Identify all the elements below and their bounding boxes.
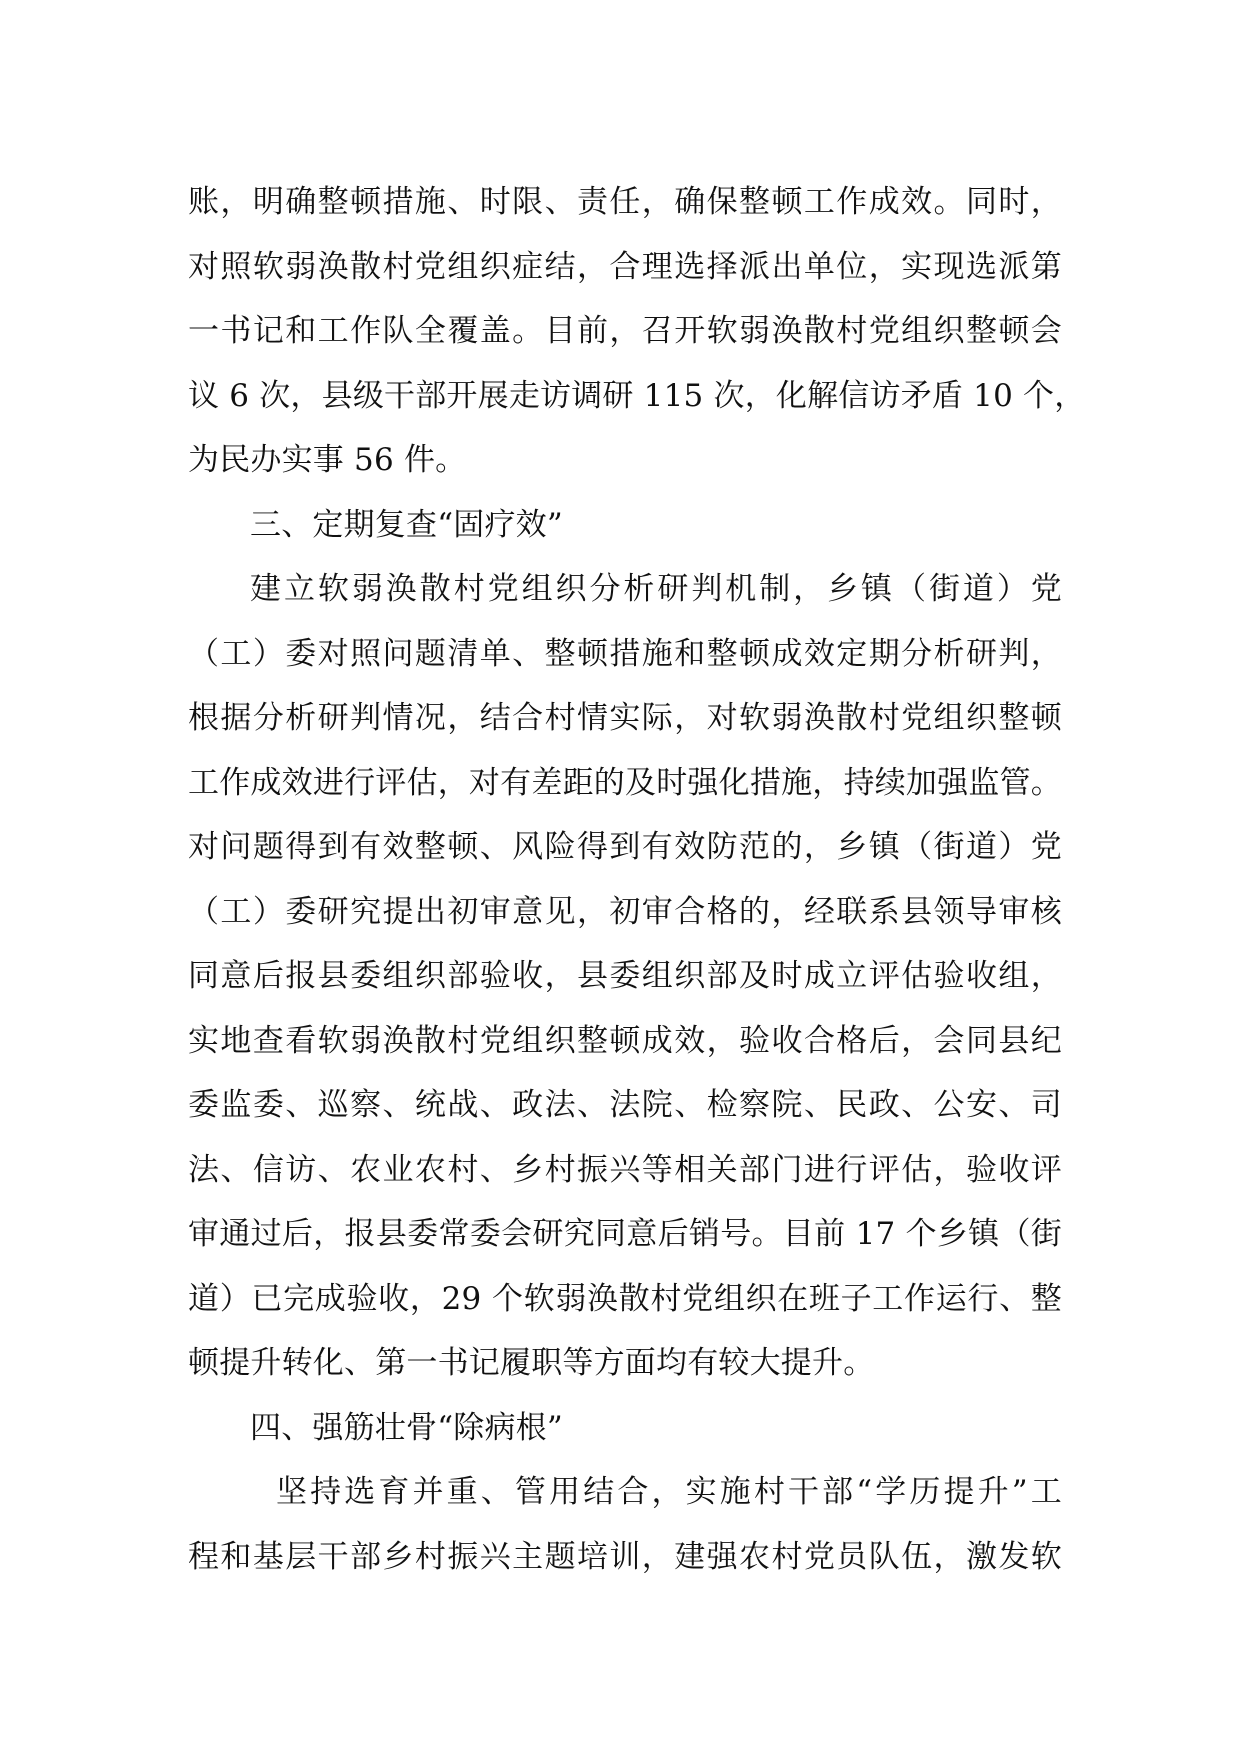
paragraph-line: 建立软弱涣散村党组织分析研判机制，乡镇（街道）党 xyxy=(250,571,1062,607)
paragraph-line: 账，明确整顿措施、时限、责任，确保整顿工作成效。同时， xyxy=(188,184,1062,220)
paragraph-line: 顿提升转化、第一书记履职等方面均有较大提升。 xyxy=(188,1345,875,1381)
paragraph-line: （工）委对照问题清单、整顿措施和整顿成效定期分析研判， xyxy=(188,635,1062,672)
paragraph-line: 对照软弱涣散村党组织症结，合理选择派出单位，实现选派第 xyxy=(188,248,1062,285)
paragraph-line: 议 6 次，县级干部开展走访调研 115 次，化解信访矛盾 10 个， xyxy=(188,377,1086,414)
paragraph-line: 道）已完成验收，29 个软弱涣散村党组织在班子工作运行、整 xyxy=(188,1280,1062,1317)
section-heading: 三、定期复查“固疗效” xyxy=(250,506,563,543)
paragraph-line: 法、信访、农业农村、乡村振兴等相关部门进行评估，验收评 xyxy=(188,1151,1062,1188)
paragraph-line: 一书记和工作队全覆盖。目前，召开软弱涣散村党组织整顿会 xyxy=(188,313,1062,349)
paragraph-line: 坚持选育并重、管用结合，实施村干部“学历提升”工 xyxy=(276,1474,1062,1510)
paragraph-line: 同意后报县委组织部验收，县委组织部及时成立评估验收组， xyxy=(188,958,1062,994)
paragraph-line: 对问题得到有效整顿、风险得到有效防范的，乡镇（街道）党 xyxy=(188,829,1062,865)
document-page xyxy=(188,170,1086,1589)
paragraph-line: 程和基层干部乡村振兴主题培训，建强农村党员队伍，激发软 xyxy=(188,1538,1062,1575)
paragraph-line: 根据分析研判情况，结合村情实际，对软弱涣散村党组织整顿 xyxy=(188,700,1062,736)
section-heading: 四、强筋壮骨“除病根” xyxy=(250,1409,563,1446)
paragraph-line: 工作成效进行评估，对有差距的及时强化措施，持续加强监管。 xyxy=(188,764,1062,801)
paragraph-line: 实地查看软弱涣散村党组织整顿成效，验收合格后，会同县纪 xyxy=(188,1022,1062,1059)
paragraph-line: 审通过后，报县委常委会研究同意后销号。目前 17 个乡镇（街 xyxy=(188,1216,1062,1252)
paragraph-line: （工）委研究提出初审意见，初审合格的，经联系县领导审核 xyxy=(188,893,1062,930)
paragraph-line: 为民办实事 56 件。 xyxy=(188,442,467,478)
paragraph-line: 委监委、巡察、统战、政法、法院、检察院、民政、公安、司 xyxy=(188,1087,1062,1123)
